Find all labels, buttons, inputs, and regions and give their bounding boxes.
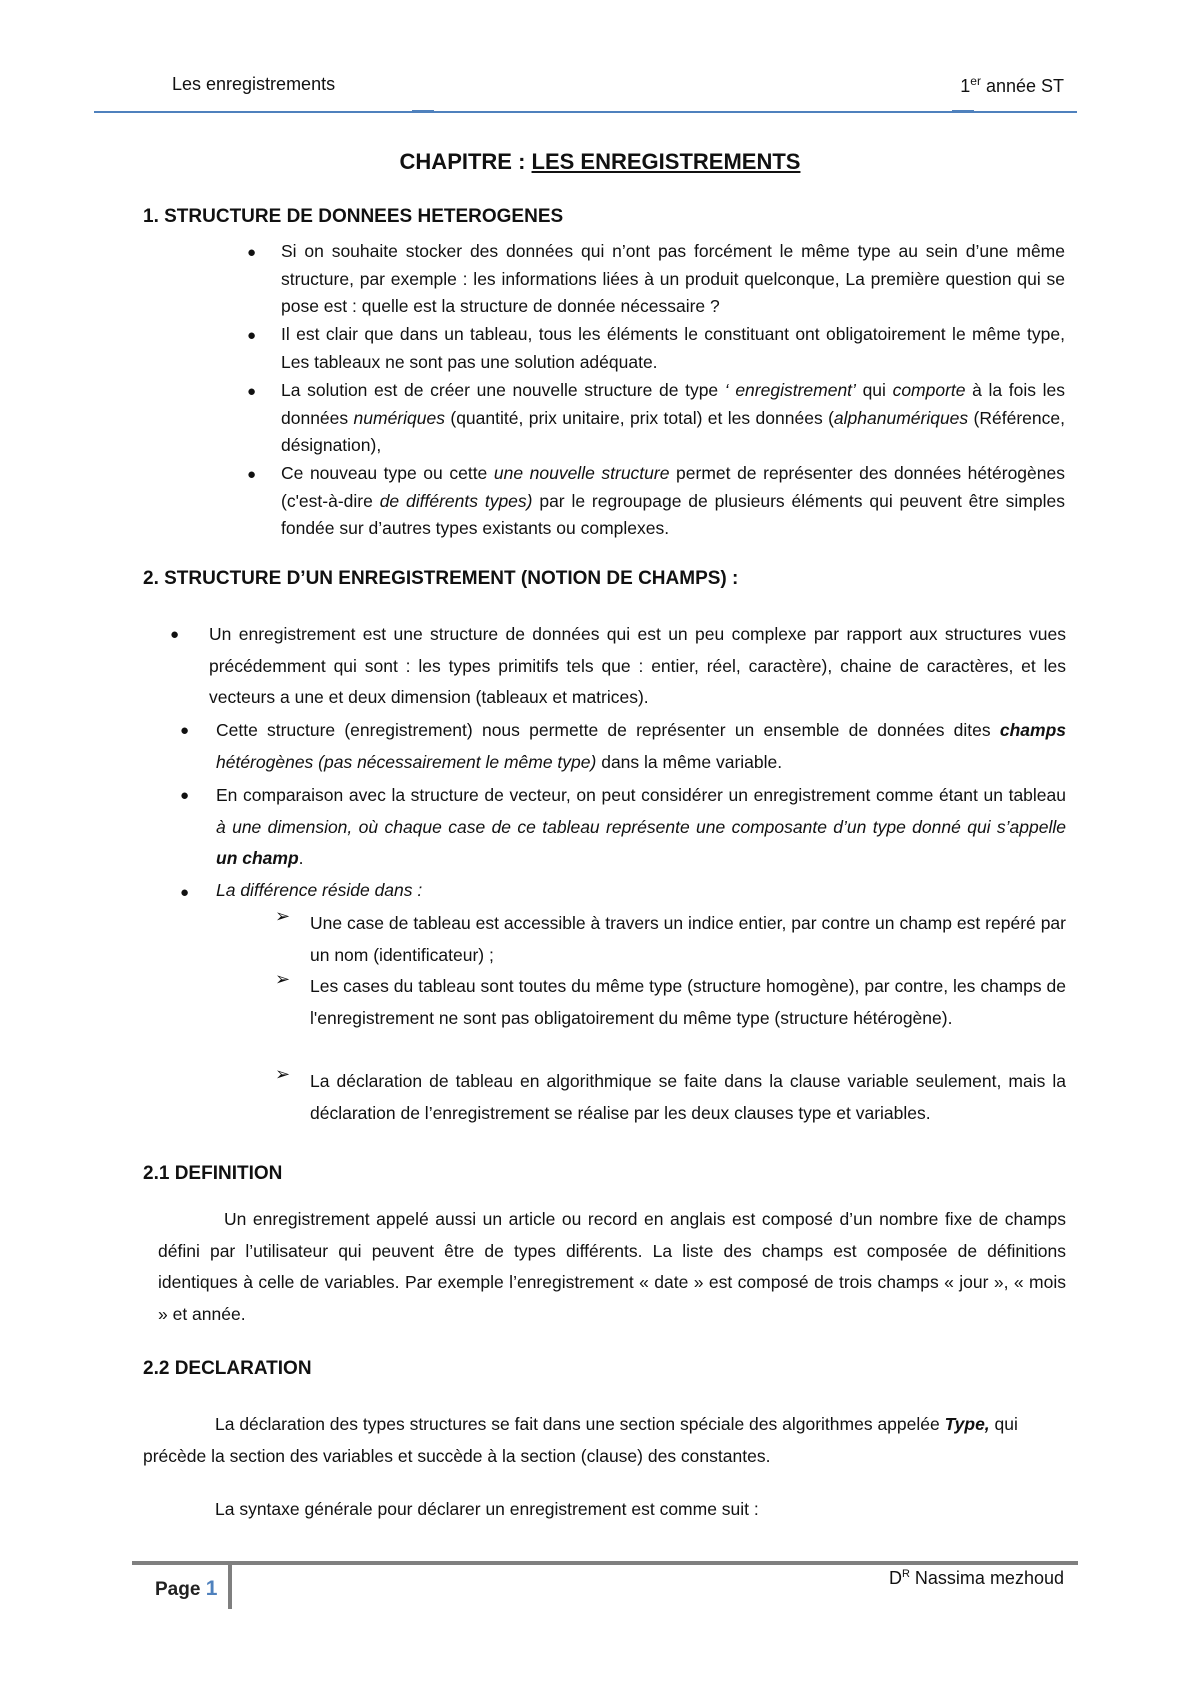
s1b3-e: à la fois les données [281, 380, 1066, 428]
bullet-icon: ● [180, 884, 190, 901]
section1-bullet3 [281, 377, 1065, 460]
header-right-sup: er [970, 74, 981, 88]
s2b2-a: Cette structure (enregistrement) nous permette de représenter un ensemble de données dites [216, 720, 1000, 740]
section2-bullet2 [216, 715, 1066, 778]
header-right-rest: année ST [980, 76, 1064, 96]
arrow-bullet-icon: ➢ [275, 1064, 291, 1084]
s1b3-i: (Référence, désignation), [281, 407, 1065, 455]
section2-sub2: Les cases du tableau sont toutes du même type (structure homogène), par contre, les champs de l'enregistrement ne sont pas obligatoirement du même type (structure hétérogène). [310, 976, 1066, 1028]
author-sup: R [901, 1568, 910, 1580]
s1b4-d: de différents types) [379, 490, 533, 511]
section1-heading: 1. STRUCTURE DE DONNEES HETEROGENES [143, 206, 564, 227]
section1-bullet4 [281, 460, 1065, 543]
header-left: Les enregistrements [172, 74, 336, 94]
section1-bullet1: Si on souhaite stocker des données qui n’ont pas forcément le même type au sein d’une même structure, par exemple : les informations liées à un produit quelconque, La première question qui se pose est : quelle est la structure de donnée nécessaire ? [281, 241, 1065, 316]
s1b3-h: alphanumériques [833, 407, 969, 428]
s2b2-b: champs [999, 720, 1066, 740]
section2-bullet4 [216, 877, 1066, 905]
s2b3-b: à une dimension, où chaque case de ce tableau représente une composante d’un type donné qui s’appelle [216, 816, 1066, 837]
header-rule-accent [412, 110, 434, 113]
arrow-bullet-icon: ➢ [275, 906, 291, 926]
page-label: Page [155, 1579, 206, 1600]
s1b3-d: comporte [892, 380, 966, 400]
author [889, 1568, 1064, 1589]
section2-sub3: La déclaration de tableau en algorithmique se faite dans la clause variable seulement, mais la déclaration de l’enregistrement se réalise par les deux clauses type et variables. [310, 1071, 1066, 1123]
bullet-icon: ● [247, 327, 257, 344]
s1b3-a: La solution est de créer une nouvelle structure de type [281, 380, 725, 400]
bullet-icon: ● [180, 722, 190, 739]
s22p1-b: Type, [944, 1414, 990, 1434]
section22-p2: La syntaxe générale pour déclarer un enregistrement est comme suit : [215, 1499, 759, 1519]
s2b3-a: En comparaison avec la structure de vecteur, on peut considérer un enregistrement comme étant un tableau [216, 785, 1066, 805]
s1b4-e: par le regroupage de plusieurs éléments qui peuvent être simples fondée sur d’autres types existants ou complexes. [281, 490, 1065, 538]
section21-heading: 2.1 DEFINITION [143, 1163, 283, 1184]
s1b3-b: ‘ enregistrement’ [724, 380, 856, 400]
bullet-icon: ● [247, 383, 257, 400]
page-number: 1 [205, 1577, 218, 1600]
page-indicator [155, 1577, 217, 1601]
s2b2-c: hétérogènes (pas nécessairement le même type) [216, 751, 597, 772]
s2b3-c: un champ [216, 848, 299, 868]
section2-bullet3 [216, 780, 1066, 875]
s22p1-a: La déclaration des types structures se fait dans une section spéciale des algorithmes appelée [215, 1414, 945, 1434]
s2b4-text: La différence réside dans : [216, 880, 423, 900]
s1b3-f: numériques [353, 407, 445, 428]
title-prefix: CHAPITRE : [399, 149, 532, 174]
s1b4-c: permet de représenter des données hétérogènes (c'est-à-dire [281, 463, 1065, 511]
bullet-icon: ● [180, 787, 190, 804]
s2b3-d: . [298, 848, 304, 868]
arrow-bullet-icon: ➢ [275, 969, 291, 989]
bullet-icon: ● [170, 626, 180, 643]
section22-heading: 2.2 DECLARATION [143, 1358, 312, 1379]
s2b2-d: dans la même variable. [596, 751, 783, 772]
author-prefix: D [888, 1568, 902, 1588]
bullet-icon: ● [247, 244, 257, 261]
footer-rule [132, 1561, 1078, 1565]
title-underlined: LES ENREGISTREMENTS [531, 149, 801, 174]
header-right [960, 74, 1064, 97]
header-right-num: 1 [960, 76, 971, 96]
footer-divider [228, 1561, 232, 1609]
header-rule [94, 111, 1077, 113]
s1b4-b: une nouvelle structure [493, 463, 670, 483]
section2-bullet1: Un enregistrement est une structure de données qui est un peu complexe par rapport aux structures vues précédemment qui sont : les types primitifs tels que : entier, réel, caractère), chaine de caractères, et les vecteurs a une et deux dimension (tableaux et matrices). [209, 624, 1066, 707]
section2-heading: 2. STRUCTURE D’UN ENREGISTREMENT (NOTION DE CHAMPS) : [143, 568, 739, 589]
header-rule-accent [952, 110, 974, 113]
s1b3-g: (quantité, prix unitaire, prix total) et les données ( [444, 407, 834, 428]
document-title [0, 149, 1200, 175]
s1b4-a: Ce nouveau type ou cette [281, 463, 494, 483]
section22-p1 [143, 1409, 1067, 1472]
section21-text: Un enregistrement appelé aussi un article ou record en anglais est composé d’un nombre fixe de champs défini par l’utilisateur qui peuvent être de types différents. La liste des champs est composée de définitions identiques à celle de variables. Par exemple l’enregistrement « date » est composé de trois champs « jour », « mois » et année. [158, 1209, 1066, 1324]
section1-bullet2: Il est clair que dans un tableau, tous les éléments le constituant ont obligatoirement le même type, Les tableaux ne sont pas une solution adéquate. [281, 324, 1065, 372]
bullet-icon: ● [247, 466, 257, 483]
s1b3-c: qui [855, 380, 893, 400]
section2-sub1: Une case de tableau est accessible à travers un indice entier, par contre un champ est repéré par un nom (identificateur) ; [310, 913, 1066, 965]
s22p1-c: qui précède la section des variables et succède à la section (clause) des constantes. [143, 1414, 1018, 1466]
author-name: Nassima mezhoud [909, 1568, 1064, 1588]
